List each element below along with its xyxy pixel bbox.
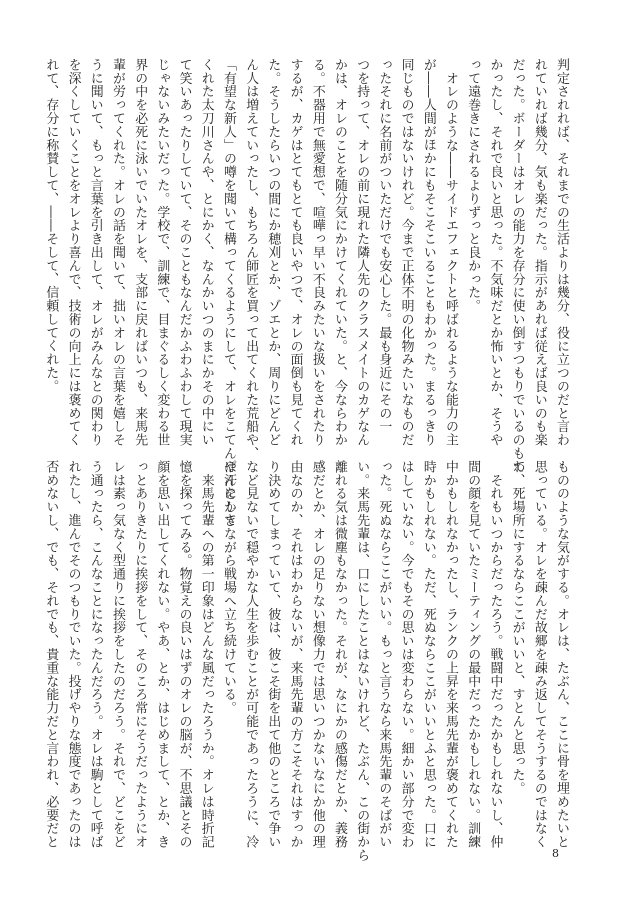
text-line: 思っている。オレを疎んだ故郷を疎み返してそうするのではなく	[531, 460, 547, 849]
text-line: る。不器用で無愛想で、喧嘩っ早い不良みたいな扱いをされたり	[309, 58, 325, 447]
text-line: かは、オレのことを随分気にかけてくれていた。と、今ならわか	[331, 58, 347, 447]
text-line: 輩が労ってくれた。オレの話を聞いて、拙いオレの言葉を嬉しそ	[109, 58, 125, 447]
text-line: を深くしていくことをオレより喜んで、技術の向上には褒めてく	[65, 58, 81, 447]
text-line: つを持って、オレの前に現れた隣人先のクラスメイトのカゲなん	[354, 58, 370, 447]
text-line: くれた太刀川さんや、とにかく、なんかいつのまにかその中にい	[198, 58, 214, 447]
text-line: だった。ボーダーはオレの能力を存分に使い倒すつもりでいるのもわ	[509, 58, 525, 474]
text-line: 「有望な新人」の噂を聞いて構ってくるようにして、オレをこてんぱんにして	[220, 58, 236, 527]
text-line: て、死場所にするならここがいいと、すとんと思った。	[509, 460, 525, 795]
text-line: り決めてしまっていて、彼は、彼こそ街を出て他のところで争い	[265, 460, 281, 849]
text-line: 憶を探ってみる。物覚えの良いはずのオレの脳が、不思議とその	[176, 460, 192, 849]
text-line: 来馬先輩への第一印象はどんな風だったろうか。オレは時折記	[198, 460, 214, 849]
text-line: い。来馬先輩は、口にしたことはないけれど、たぶん、この街から	[354, 460, 370, 862]
text-line: った。死ぬならここがいい。もっと言うなら来馬先輩のそばがい	[376, 460, 392, 849]
text-line: や汗をかきながら戦場へ立ち続けている。	[220, 460, 236, 715]
text-line: れて、存分に称賛して、――そして、信頼してくれた。	[43, 58, 59, 393]
text-line: 中かもしれなかったし、ランクの上昇を来馬先輩が褒めてくれた	[442, 460, 458, 849]
text-line: て笑いあったりしていて、そのこともなんだかふわふわして現実	[176, 58, 192, 447]
text-line: するが、カゲはとてもとても良いやつで、オレの面倒も見てくれ	[287, 58, 303, 447]
text-line: もののような気がする。オレは、たぶん、ここに骨を埋めたいと	[554, 460, 569, 849]
lower-text-block	[39, 460, 572, 862]
text-line: う通ったら、こんなことになったんだろう。オレは駒として呼ば	[87, 460, 103, 849]
text-line: 顔を思い出してくれない。やあ、とか、はじめまして、とか、き	[154, 460, 170, 849]
text-line: って遠巻きにされるよりずっと良かった。	[465, 58, 481, 313]
text-line: オレのような――サイドエフェクトと呼ばれるような能力の主	[442, 58, 458, 447]
text-line: など見ないで穏やかな人生を歩むことが可能であったろうに、冷	[243, 460, 259, 849]
upper-text-block	[39, 58, 572, 527]
text-line: レは素っ気なく型通りに挨拶をしたのだろう。それで、どこをど	[109, 460, 125, 849]
text-line: 時かもしれない。ただ、死ぬならここがいいとふと思った。口に	[420, 460, 436, 849]
text-line: うに聞いて、もっと言葉を引き出して、オレがみんなとの関わり	[87, 58, 103, 447]
text-line: それもいつからだったろう。戦闘中だったかもしれないし、仲	[487, 460, 503, 849]
text-line: れていれば幾分、気も楽だった。指示があれば従えば良いのも楽	[531, 58, 547, 447]
text-line: ったそれに名前がついただけでも安心した。最も身近にその一	[376, 58, 392, 434]
text-line: た。そうしたらいつの間にか穂刈とか、ゾエとか、周りにどんど	[265, 58, 281, 447]
text-line: っとありきたりに挨拶をして、そのころ常にそうだったようにオ	[132, 460, 148, 849]
text-line: 由なのか、それはわからないが、来馬先輩の方こそそれはすっか	[287, 460, 303, 849]
text-line: じゃないみたいだった。学校で、訓練で、目まぐるしく変わる世	[154, 58, 170, 447]
text-line: 同じものではないけれど。今まで正体不明の化物みたいなものだ	[398, 58, 414, 447]
text-line: 離れる気は微塵もなかった。それが、なにかの感傷だとか、義務	[331, 460, 347, 849]
text-line: かったし、それで良いと思った。不気味だとか怖いとか、そうや	[487, 58, 503, 447]
text-line: 判定されれば、それまでの生活よりは幾分、役に立つのだと言わ	[554, 58, 569, 447]
text-line: ん人は増えていったし、もちろん師匠を買って出てくれた荒船や、	[243, 58, 259, 460]
text-line: 界の中を必死に泳いでいたオレを、支部に戻ればいつも、来馬先	[132, 58, 148, 447]
text-line: 感だとか、オレの足りない想像力では思いつかないなにか他の理	[309, 460, 325, 849]
text-line: 間の顔を見ていたミーティングの最中だったかもしれない。訓練	[465, 460, 481, 849]
text-line: 否めないし、でも、それでも、貴重な能力だと言われ、必要だと	[43, 460, 59, 849]
text-line: が――人間がほかにもそこそこいることもわかった。まるっきり	[420, 58, 436, 447]
page-number: 8	[552, 847, 559, 860]
text-line: はしていない。今でもその思いは変わらない。細かい部分で変わ	[398, 460, 414, 849]
text-line: れたし、進んでそのつもりでいた。投げやりな態度であったのは	[65, 460, 81, 849]
